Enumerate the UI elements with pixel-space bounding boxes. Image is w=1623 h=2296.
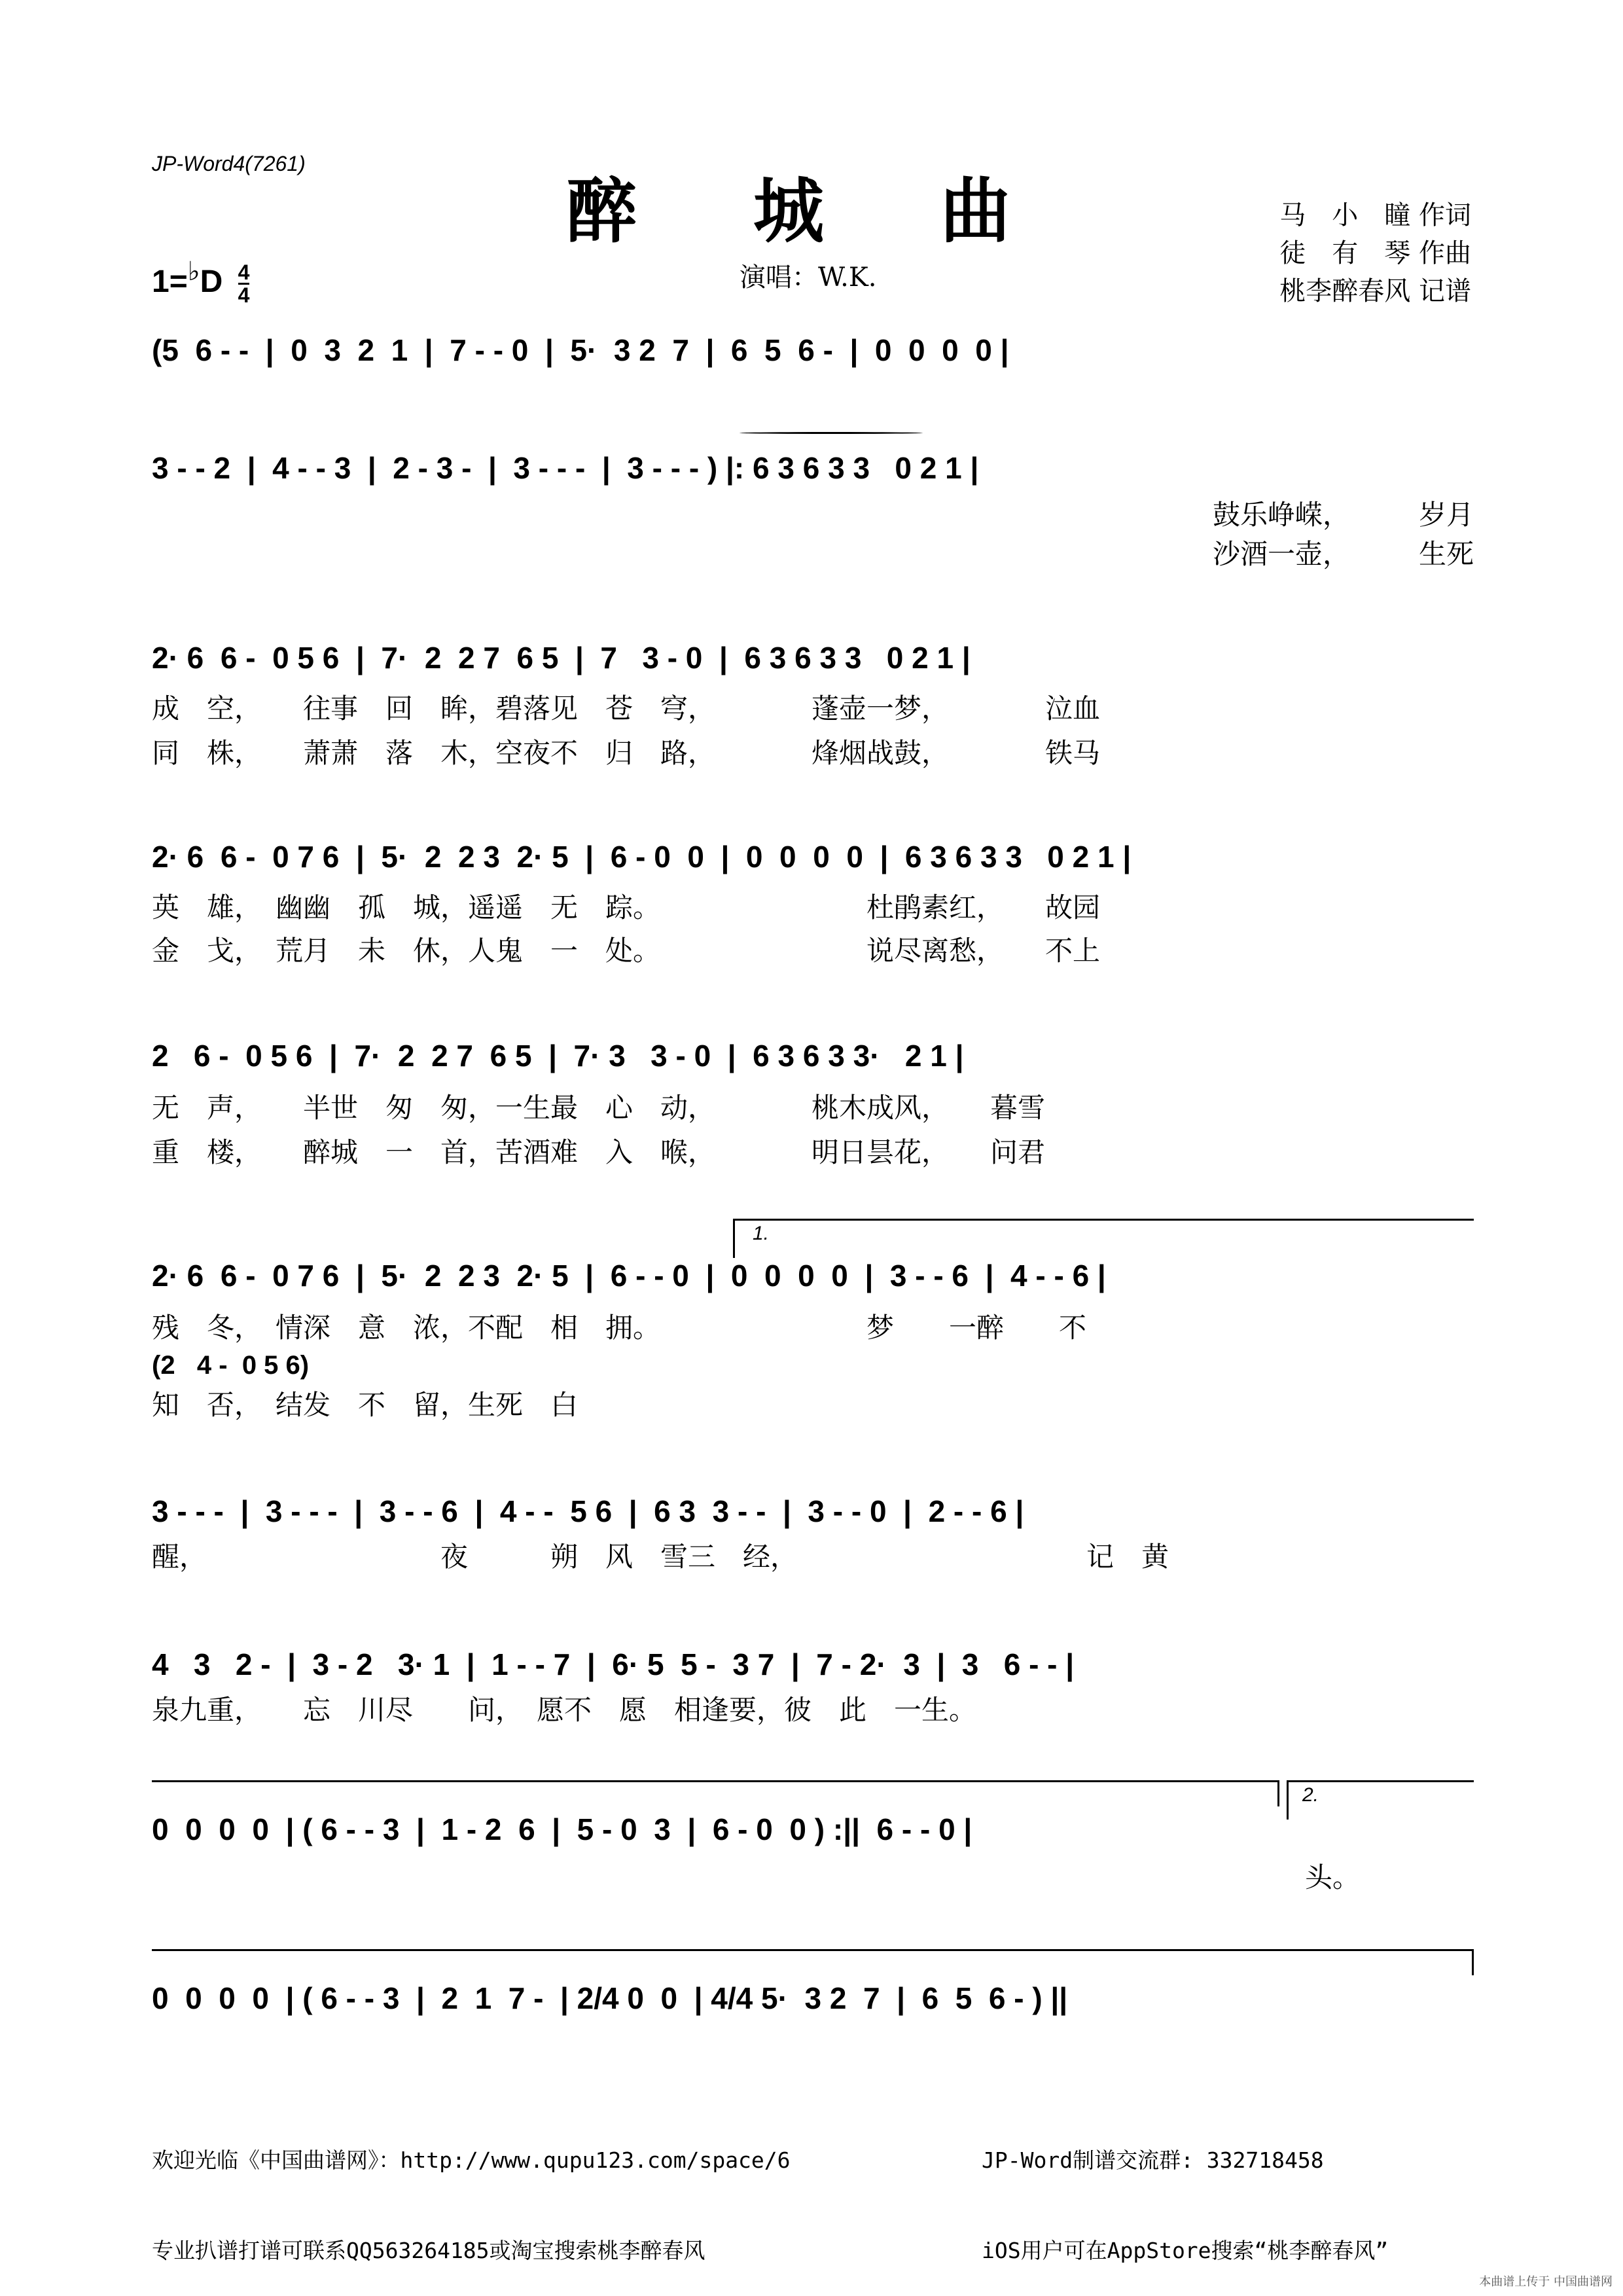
upload-stamp: 本曲谱上传于 中国曲谱网 (1479, 2275, 1613, 2289)
system-top-line (152, 1949, 1474, 1951)
volta-1-label: 1. (753, 1223, 770, 1244)
lyricist-credit: 马 小 瞳 作词 (1279, 200, 1471, 230)
volta-2-label: 2. (1302, 1784, 1319, 1806)
key-prefix: 1= (152, 264, 188, 299)
lyric-row-9: 头。 (1305, 1861, 1361, 1893)
score-row-8: 4 3 2 - | 3 - 2 3· 1 | 1 - - 7 | 6· 5 5 - 3 7 | 7 - 2· 3 | 3 6 - - | (152, 1647, 1075, 1681)
lyric-row-4a: 英 雄， 幽幽 孤 城，遥遥 无 踪。 杜鹃素红， 故园 (152, 891, 1101, 924)
time-signature (238, 262, 250, 306)
footer-contact: 专业扒谱打谱可联系QQ563264185或淘宝搜索桃李醉春风 (152, 2238, 705, 2263)
time-numerator: 4 (238, 260, 250, 284)
lyric-row-3b: 同 株， 萧萧 落 木，空夜不 归 路， 烽烟战鼓， 铁马 (152, 737, 1101, 769)
footer-website: 欢迎光临《中国曲谱网》：http://www.qupu123.com/space/6 (152, 2147, 791, 2173)
lyric-row-3a: 成 空， 往事 回 眸，碧落见 苍 穹， 蓬壶一梦， 泣血 (152, 692, 1101, 725)
score-row-10: 0 0 0 0 | ( 6 - - 3 | 2 1 7 - | 2/4 0 0 | 4/4 5· 3 2 7 | 6 5 6 - ) || (152, 1981, 1068, 2015)
credits (1279, 196, 1471, 310)
score-row-2: 3 - - 2 | 4 - - 3 | 2 - 3 - | 3 - - - | 3 - - - ) |: 6 3 6 3 3 0 2 1 | (152, 451, 979, 485)
volta-1-edge (733, 1219, 735, 1258)
footer-right (982, 2085, 1388, 2296)
footer-left (152, 2085, 791, 2296)
lyric-row-6-paren: (2 4 - 0 5 6) (152, 1351, 310, 1380)
tie-mark (740, 432, 923, 434)
volta-1-line (733, 1219, 1474, 1221)
repeat-span-edge (1277, 1780, 1279, 1806)
lyric-row-2a: 鼓乐峥嵘， 岁月 (1212, 499, 1474, 531)
source-label: JP-Word4(7261) (152, 152, 306, 175)
lyric-row-6a: 残 冬， 情深 意 浓，不配 相 拥。 梦 一醉 不 (152, 1312, 1087, 1344)
lyric-row-6b: 知 否， 结发 不 留，生死 白 (152, 1389, 579, 1421)
score-row-4: 2· 6 6 - 0 7 6 | 5· 2 2 3 2· 5 | 6 - 0 0 | 0 0 0 0 | 6 3 6 3 3 0 2 1 | (152, 840, 1132, 874)
score-row-9: 0 0 0 0 | ( 6 - - 3 | 1 - 2 6 | 5 - 0 3 | 6 - 0 0 ) :|| 6 - - 0 | (152, 1812, 972, 1846)
lyric-row-8: 泉九重， 忘 川尽 问， 愿不 愿 相逢要，彼 此 一生。 (152, 1694, 977, 1726)
lyric-row-7: 醒， 夜 朔 风 雪三 经， 记 黄 (152, 1541, 1169, 1573)
system-top-edge (1472, 1949, 1474, 1975)
song-title: 醉 城 曲 (566, 170, 1057, 253)
footer-ios: iOS用户可在AppStore搜索“桃李醉春风” (982, 2238, 1389, 2263)
lyric-row-5b: 重 楼， 醉城 一 首，苦酒难 入 喉， 明日昙花， 问君 (152, 1136, 1046, 1168)
singer-label: 演唱：W.K. (740, 262, 877, 293)
key-signature (152, 257, 249, 306)
lyric-row-5a: 无 声， 半世 匆 匆，一生最 心 动， 桃木成风， 暮雪 (152, 1092, 1046, 1124)
volta-2-line (1287, 1780, 1474, 1782)
lyric-row-2b: 沙酒一壶， 生死 (1212, 538, 1474, 570)
repeat-span-line (152, 1780, 1277, 1782)
score-row-1: (5 6 - - | 0 3 2 1 | 7 - - 0 | 5· 3 2 7 | 6 5 6 - | 0 0 0 0 | (152, 333, 1009, 367)
volta-2-edge (1287, 1780, 1289, 1820)
time-denominator: 4 (238, 283, 250, 307)
transcriber-credit: 桃李醉春风 记谱 (1279, 276, 1471, 306)
key-note: D (200, 264, 223, 299)
composer-credit: 徒 有 琴 作曲 (1279, 238, 1471, 268)
score-row-6: 2· 6 6 - 0 7 6 | 5· 2 2 3 2· 5 | 6 - - 0 | 0 0 0 0 | 3 - - 6 | 4 - - 6 | (152, 1259, 1106, 1293)
score-row-5: 2 6 - 0 5 6 | 7· 2 2 7 6 5 | 7· 3 3 - 0 | 6 3 6 3 3· 2 1 | (152, 1039, 964, 1073)
score-row-7: 3 - - - | 3 - - - | 3 - - 6 | 4 - - 5 6 | 6 3 3 - - | 3 - - 0 | 2 - - 6 | (152, 1494, 1024, 1528)
flat-symbol: ♭ (187, 257, 200, 286)
footer-group: JP-Word制谱交流群: 332718458 (982, 2147, 1324, 2173)
lyric-row-4b: 金 戈， 荒月 未 休，人鬼 一 处。 说尽离愁， 不上 (152, 935, 1101, 967)
score-row-3: 2· 6 6 - 0 5 6 | 7· 2 2 7 6 5 | 7 3 - 0 | 6 3 6 3 3 0 2 1 | (152, 641, 971, 675)
